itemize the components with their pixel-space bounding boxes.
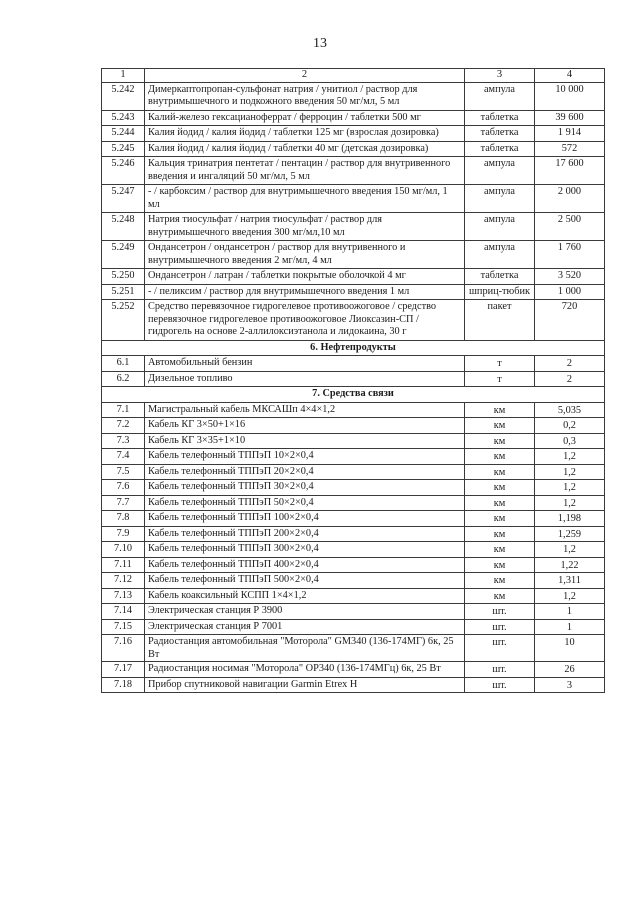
item-quantity: 720: [535, 300, 605, 341]
item-unit: т: [465, 356, 535, 372]
item-number: 7.10: [102, 542, 145, 558]
item-number: 7.15: [102, 619, 145, 635]
table-row: [102, 371, 605, 387]
item-quantity: 1,198: [535, 511, 605, 527]
item-number: 5.247: [102, 185, 145, 213]
item-unit: км: [465, 511, 535, 527]
item-name: Ондансетрон / латран / таблетки покрытые оболочкой 4 мг: [145, 269, 465, 285]
item-unit: ампула: [465, 185, 535, 213]
item-number: 7.9: [102, 526, 145, 542]
item-unit: км: [465, 402, 535, 418]
item-quantity: 1,2: [535, 480, 605, 496]
item-number: 5.243: [102, 110, 145, 126]
item-unit: таблетка: [465, 110, 535, 126]
item-name: Кабель телефонный ТППэП 200×2×0,4: [145, 526, 465, 542]
item-quantity: 1 000: [535, 284, 605, 300]
table-row: [102, 557, 605, 573]
item-name: Кабель коаксильный КСПП 1×4×1,2: [145, 588, 465, 604]
table-row: [102, 464, 605, 480]
item-unit: шт.: [465, 677, 535, 693]
item-number: 5.251: [102, 284, 145, 300]
item-quantity: 10: [535, 635, 605, 662]
item-name: Кабель КГ 3×35+1×10: [145, 433, 465, 449]
section-title: 7. Средства связи: [102, 387, 605, 403]
section-header-row: [102, 387, 605, 403]
item-unit: км: [465, 480, 535, 496]
item-number: 7.3: [102, 433, 145, 449]
item-number: 5.248: [102, 213, 145, 241]
item-number: 5.242: [102, 82, 145, 110]
item-unit: км: [465, 557, 535, 573]
item-quantity: 2: [535, 371, 605, 387]
table-row: [102, 573, 605, 589]
item-name: Кабель телефонный ТППэП 20×2×0,4: [145, 464, 465, 480]
item-name: Кабель телефонный ТППэП 30×2×0,4: [145, 480, 465, 496]
item-unit: км: [465, 495, 535, 511]
item-name: Магистральный кабель МКСАШп 4×4×1,2: [145, 402, 465, 418]
table-row: [102, 542, 605, 558]
item-quantity: 2 500: [535, 213, 605, 241]
table-row: [102, 213, 605, 241]
item-quantity: 1: [535, 619, 605, 635]
item-number: 7.11: [102, 557, 145, 573]
item-quantity: 1,2: [535, 542, 605, 558]
table-row: [102, 418, 605, 434]
item-quantity: 1,259: [535, 526, 605, 542]
item-name: Димеркаптопропан-сульфонат натрия / унитиол / раствор для внутримышечного и подкожного введения 50 мг/мл, 5 мл: [145, 82, 465, 110]
header-cell: 4: [535, 69, 605, 83]
item-name: Средство перевязочное гидрогелевое противоожоговое / средство перевязочное гидрогелевое противоожоговое Лиоксазин-СП / гидрогель на основе 2-аллилоксиэтанола и лидокаина, 30 г: [145, 300, 465, 341]
item-quantity: 1 914: [535, 126, 605, 142]
table-row: [102, 110, 605, 126]
table-row: [102, 356, 605, 372]
item-name: - / пеликсим / раствор для внутримышечного введения 1 мл: [145, 284, 465, 300]
item-quantity: 1,2: [535, 588, 605, 604]
item-name: Прибор спутниковой навигации Garmin Etrex H: [145, 677, 465, 693]
table-row: [102, 284, 605, 300]
item-number: 7.4: [102, 449, 145, 465]
table-row: [102, 526, 605, 542]
item-name: Кабель телефонный ТППэП 10×2×0,4: [145, 449, 465, 465]
table-row: [102, 241, 605, 269]
table-row: [102, 402, 605, 418]
item-quantity: 572: [535, 141, 605, 157]
item-name: Дизельное топливо: [145, 371, 465, 387]
table-row: [102, 511, 605, 527]
table-row: [102, 433, 605, 449]
item-number: 5.246: [102, 157, 145, 185]
item-number: 5.252: [102, 300, 145, 341]
item-name: Кальция тринатрия пентетат / пентацин / раствор для внутривенного введения и ингаляций 50 мг/мл, 5 мл: [145, 157, 465, 185]
section-header-row: [102, 340, 605, 356]
item-unit: шт.: [465, 635, 535, 662]
item-number: 6.1: [102, 356, 145, 372]
item-name: Кабель телефонный ТППэП 500×2×0,4: [145, 573, 465, 589]
item-name: Кабель телефонный ТППэП 400×2×0,4: [145, 557, 465, 573]
item-unit: ампула: [465, 213, 535, 241]
item-quantity: 1,311: [535, 573, 605, 589]
item-name: Кабель телефонный ТППэП 100×2×0,4: [145, 511, 465, 527]
table-row: [102, 82, 605, 110]
item-quantity: 1,22: [535, 557, 605, 573]
item-quantity: 1: [535, 604, 605, 620]
header-cell: 2: [145, 69, 465, 83]
item-number: 7.8: [102, 511, 145, 527]
item-unit: пакет: [465, 300, 535, 341]
item-unit: шт.: [465, 604, 535, 620]
header-row: [102, 69, 605, 83]
table-row: [102, 677, 605, 693]
item-unit: км: [465, 464, 535, 480]
item-quantity: 10 000: [535, 82, 605, 110]
item-unit: км: [465, 588, 535, 604]
item-name: Калия йодид / калия йодид / таблетки 40 мг (детская дозировка): [145, 141, 465, 157]
table-row: [102, 635, 605, 662]
item-unit: таблетка: [465, 126, 535, 142]
item-unit: ампула: [465, 82, 535, 110]
item-name: Радиостанция автомобильная "Моторола" GM340 (136-174МГ) 6к, 25 Вт: [145, 635, 465, 662]
item-number: 7.12: [102, 573, 145, 589]
table-row: [102, 588, 605, 604]
item-number: 7.2: [102, 418, 145, 434]
item-number: 7.13: [102, 588, 145, 604]
item-quantity: 2 000: [535, 185, 605, 213]
header-cell: 3: [465, 69, 535, 83]
item-unit: таблетка: [465, 141, 535, 157]
item-quantity: 0,3: [535, 433, 605, 449]
item-unit: т: [465, 371, 535, 387]
table-row: [102, 662, 605, 678]
item-name: Кабель КГ 3×50+1×16: [145, 418, 465, 434]
item-quantity: 1,2: [535, 449, 605, 465]
item-number: 7.17: [102, 662, 145, 678]
item-quantity: 26: [535, 662, 605, 678]
item-number: 7.7: [102, 495, 145, 511]
item-name: Калий-железо гексацианоферрат / ферроцин / таблетки 500 мг: [145, 110, 465, 126]
item-name: Калия йодид / калия йодид / таблетки 125 мг (взрослая дозировка): [145, 126, 465, 142]
item-number: 7.1: [102, 402, 145, 418]
item-quantity: 1,2: [535, 495, 605, 511]
item-quantity: 1,2: [535, 464, 605, 480]
item-unit: шт.: [465, 662, 535, 678]
item-name: Натрия тиосульфат / натрия тиосульфат / раствор для внутримышечного введения 300 мг/мл,10 мл: [145, 213, 465, 241]
item-quantity: 17 600: [535, 157, 605, 185]
table-row: [102, 619, 605, 635]
item-number: 7.6: [102, 480, 145, 496]
item-unit: км: [465, 573, 535, 589]
item-number: 5.244: [102, 126, 145, 142]
item-quantity: 5,035: [535, 402, 605, 418]
item-unit: км: [465, 542, 535, 558]
item-quantity: 1 760: [535, 241, 605, 269]
table-row: [102, 604, 605, 620]
table-row: [102, 495, 605, 511]
item-quantity: 0,2: [535, 418, 605, 434]
header-cell: 1: [102, 69, 145, 83]
item-unit: км: [465, 526, 535, 542]
item-name: Автомобильный бензин: [145, 356, 465, 372]
table-row: [102, 300, 605, 341]
item-quantity: 3 520: [535, 269, 605, 285]
table-row: [102, 185, 605, 213]
table-row: [102, 141, 605, 157]
item-name: Кабель телефонный ТППэП 50×2×0,4: [145, 495, 465, 511]
table-row: [102, 449, 605, 465]
item-number: 5.249: [102, 241, 145, 269]
item-unit: км: [465, 449, 535, 465]
item-number: 7.5: [102, 464, 145, 480]
item-name: Электрическая станция Р 3900: [145, 604, 465, 620]
item-name: - / карбоксим / раствор для внутримышечного введения 150 мг/мл, 1 мл: [145, 185, 465, 213]
item-number: 7.14: [102, 604, 145, 620]
item-number: 6.2: [102, 371, 145, 387]
item-number: 5.250: [102, 269, 145, 285]
table-row: [102, 126, 605, 142]
item-quantity: 3: [535, 677, 605, 693]
item-name: Кабель телефонный ТППэП 300×2×0,4: [145, 542, 465, 558]
table-row: [102, 480, 605, 496]
table-row: [102, 269, 605, 285]
item-name: Электрическая станция Р 7001: [145, 619, 465, 635]
item-name: Радиостанция носимая "Моторола" ОР340 (136-174МГц) 6к, 25 Вт: [145, 662, 465, 678]
item-unit: км: [465, 433, 535, 449]
supplies-table: [101, 68, 605, 693]
item-unit: ампула: [465, 241, 535, 269]
item-number: 7.16: [102, 635, 145, 662]
item-name: Ондансетрон / ондансетрон / раствор для внутривенного и внутримышечного введения 2 мг/мл, 4 мл: [145, 241, 465, 269]
item-quantity: 39 600: [535, 110, 605, 126]
item-unit: км: [465, 418, 535, 434]
item-unit: шприц-тюбик: [465, 284, 535, 300]
item-quantity: 2: [535, 356, 605, 372]
section-title: 6. Нефтепродукты: [102, 340, 605, 356]
item-number: 7.18: [102, 677, 145, 693]
page-number: 13: [313, 36, 327, 51]
item-number: 5.245: [102, 141, 145, 157]
item-unit: шт.: [465, 619, 535, 635]
table-row: [102, 157, 605, 185]
item-unit: ампула: [465, 157, 535, 185]
table-body: [102, 69, 605, 693]
item-unit: таблетка: [465, 269, 535, 285]
